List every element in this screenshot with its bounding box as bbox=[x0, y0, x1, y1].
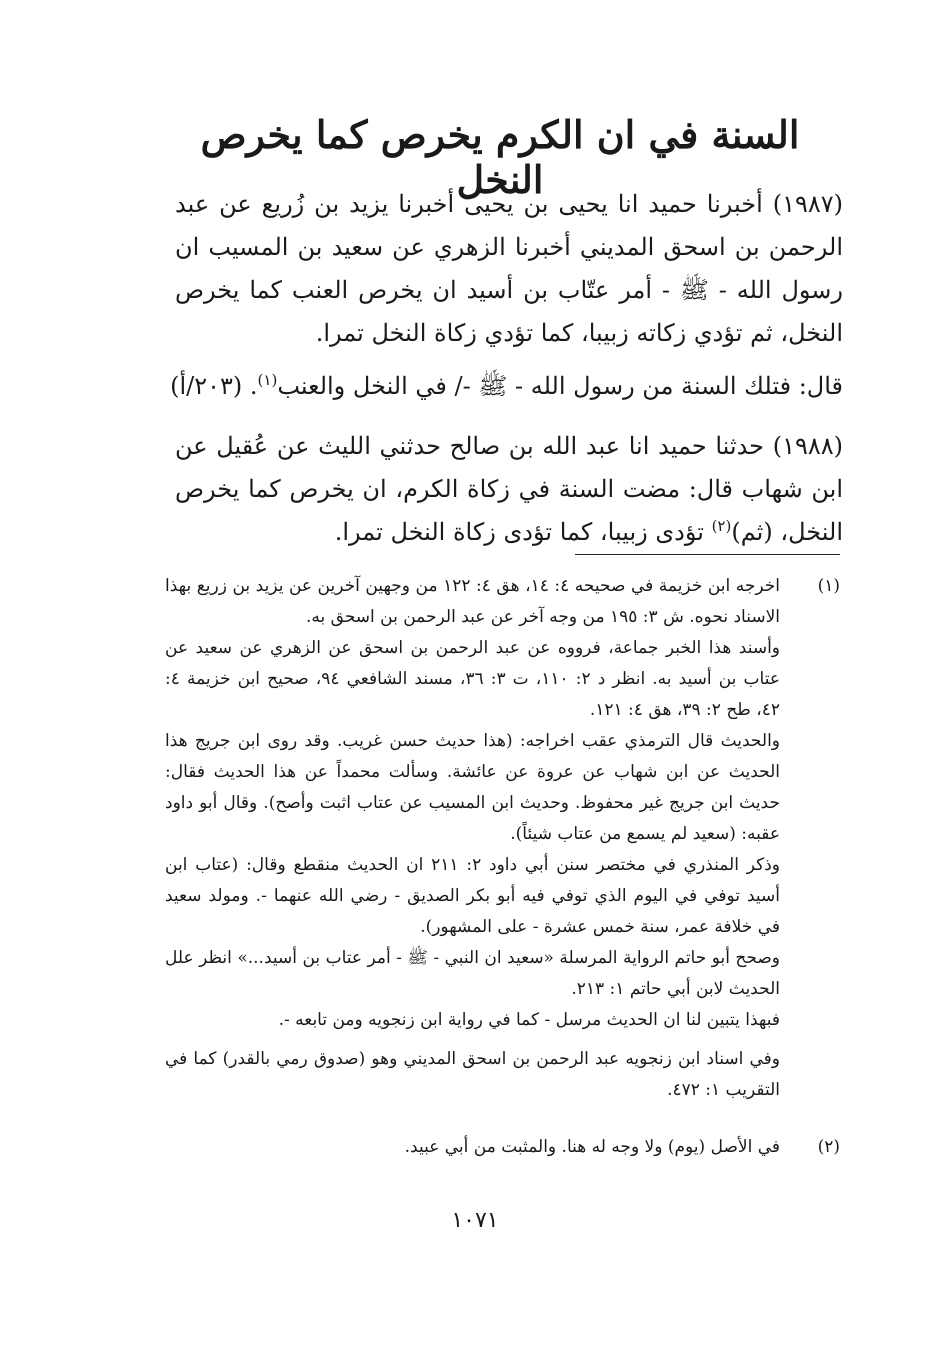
footnote-1-line: وأسند هذا الخبر جماعة، فرووه عن عبد الرحمن بن اسحق عن الزهري عن سعيد عن عتاب بن أسيد به. انظر د ٢: ١١٠، ت ٣: ٣٦، مسند الشافعي ٩٤، صحيح ابن خزيمة ٤: ٤٢، طح ٢: ٣٩، هق ٤: ١٢١. bbox=[165, 638, 780, 720]
hadith-1987: (١٩٨٧) أخبرنا حميد انا يحيى بن يحيى أخبرنا يزيد بن زُريع عن عبد الرحمن بن اسحق المديني أخبرنا الزهري عن سعيد بن المسيب ان رسول الله - ﷺ - أمر عتّاب بن أسيد ان يخرص العنب كما يخرص النخل، ثم تؤدي زكاته زبيبا، كما تؤدي زكاة النخل تمرا. bbox=[175, 190, 843, 347]
footnote-1-body bbox=[165, 571, 780, 1106]
footnote-marker-1: (١) bbox=[257, 371, 278, 389]
footnote-1-number: (١) bbox=[817, 576, 840, 596]
footnote-1-line: اخرجه ابن خزيمة في صحيحه ٤: ١٤، هق ٤: ١٢٢ من وجهين آخرين عن يزيد بن زريع بهذا الاسناد نحوه. ش ٣: ١٩٥ من وجه آخر عن عبد الرحمن بن اسحق به. bbox=[165, 576, 781, 627]
qala-reference: . (٢٠٣/أ) bbox=[170, 372, 258, 400]
hadith-1988 bbox=[175, 425, 843, 554]
footnote-1-line: وذكر المنذري في مختصر سنن أبي داود ٢: ٢١١ ان الحديث منقطع وقال: (عتاب ابن أسيد توفي في اليوم الذي توفي فيه أبو بكر الصديق - رضي الله عنهما -. ومولد سعيد في خلافة عمر، سنة خمس عشرة - على المشهور). bbox=[165, 855, 780, 937]
footnote-2-body: في الأصل (يوم) ولا وجه له هنا. والمثبت من أبي عبيد. bbox=[404, 1137, 780, 1157]
page-title: السنة في ان الكرم يخرص كما يخرص النخل bbox=[200, 112, 800, 202]
footnote-1-line: وصحح أبو حاتم الرواية المرسلة «سعيد ان النبي - ﷺ - أمر عتاب بن أسيد...» انظر علل الحديث لابن أبي حاتم ١: ٢١٣. bbox=[165, 948, 780, 999]
footnote-1-last: وفي اسناد ابن زنجويه عبد الرحمن بن اسحق المديني وهو (صدوق رمي بالقدر) كما في التقريب ١: ٤٧٢. bbox=[165, 1049, 780, 1100]
hadith-1988-text: (١٩٨٨) حدثنا حميد انا عبد الله بن صالح حدثني الليث عن عُقيل عن ابن شهاب قال: مضت السنة في زكاة الكرم، ان يخرص كما يخرص النخل، (ثم) bbox=[175, 432, 843, 546]
footnote-gap bbox=[165, 1036, 780, 1044]
footnote-2-number: (٢) bbox=[817, 1137, 840, 1157]
footnote-1 bbox=[165, 571, 840, 1106]
footnote-1-line: فبهذا يتبين لنا ان الحديث مرسل - كما في رواية ابن زنجويه ومن تابعه -. bbox=[278, 1010, 780, 1030]
footnote-marker-2: (٢) bbox=[711, 517, 732, 535]
page-number: ١٠٧١ bbox=[451, 1208, 499, 1233]
qala-text: قال: فتلك السنة من رسول الله - ﷺ -/ في النخل والعنب bbox=[277, 372, 843, 400]
footnote-2 bbox=[165, 1132, 840, 1163]
footnote-separator bbox=[575, 554, 840, 555]
hadith-1988-text-end: تؤدى زبيبا، كما تؤدى زكاة النخل تمرا. bbox=[334, 518, 712, 546]
qala-line bbox=[90, 365, 843, 408]
footnote-1-line: والحديث قال الترمذي عقب اخراجه: (هذا حديث حسن غريب. وقد روى ابن جريج هذا الحديث عن ابن شهاب عن عروة عن عائشة. وسألت محمداً عن هذا الحديث فقال: حديث ابن جريج غير محفوظ. وحديث ابن المسيب عن عتاب اثبت وأصح). وقال أبو داود عقبه: (سعيد لم يسمع من عتاب شيئاً). bbox=[165, 731, 780, 844]
